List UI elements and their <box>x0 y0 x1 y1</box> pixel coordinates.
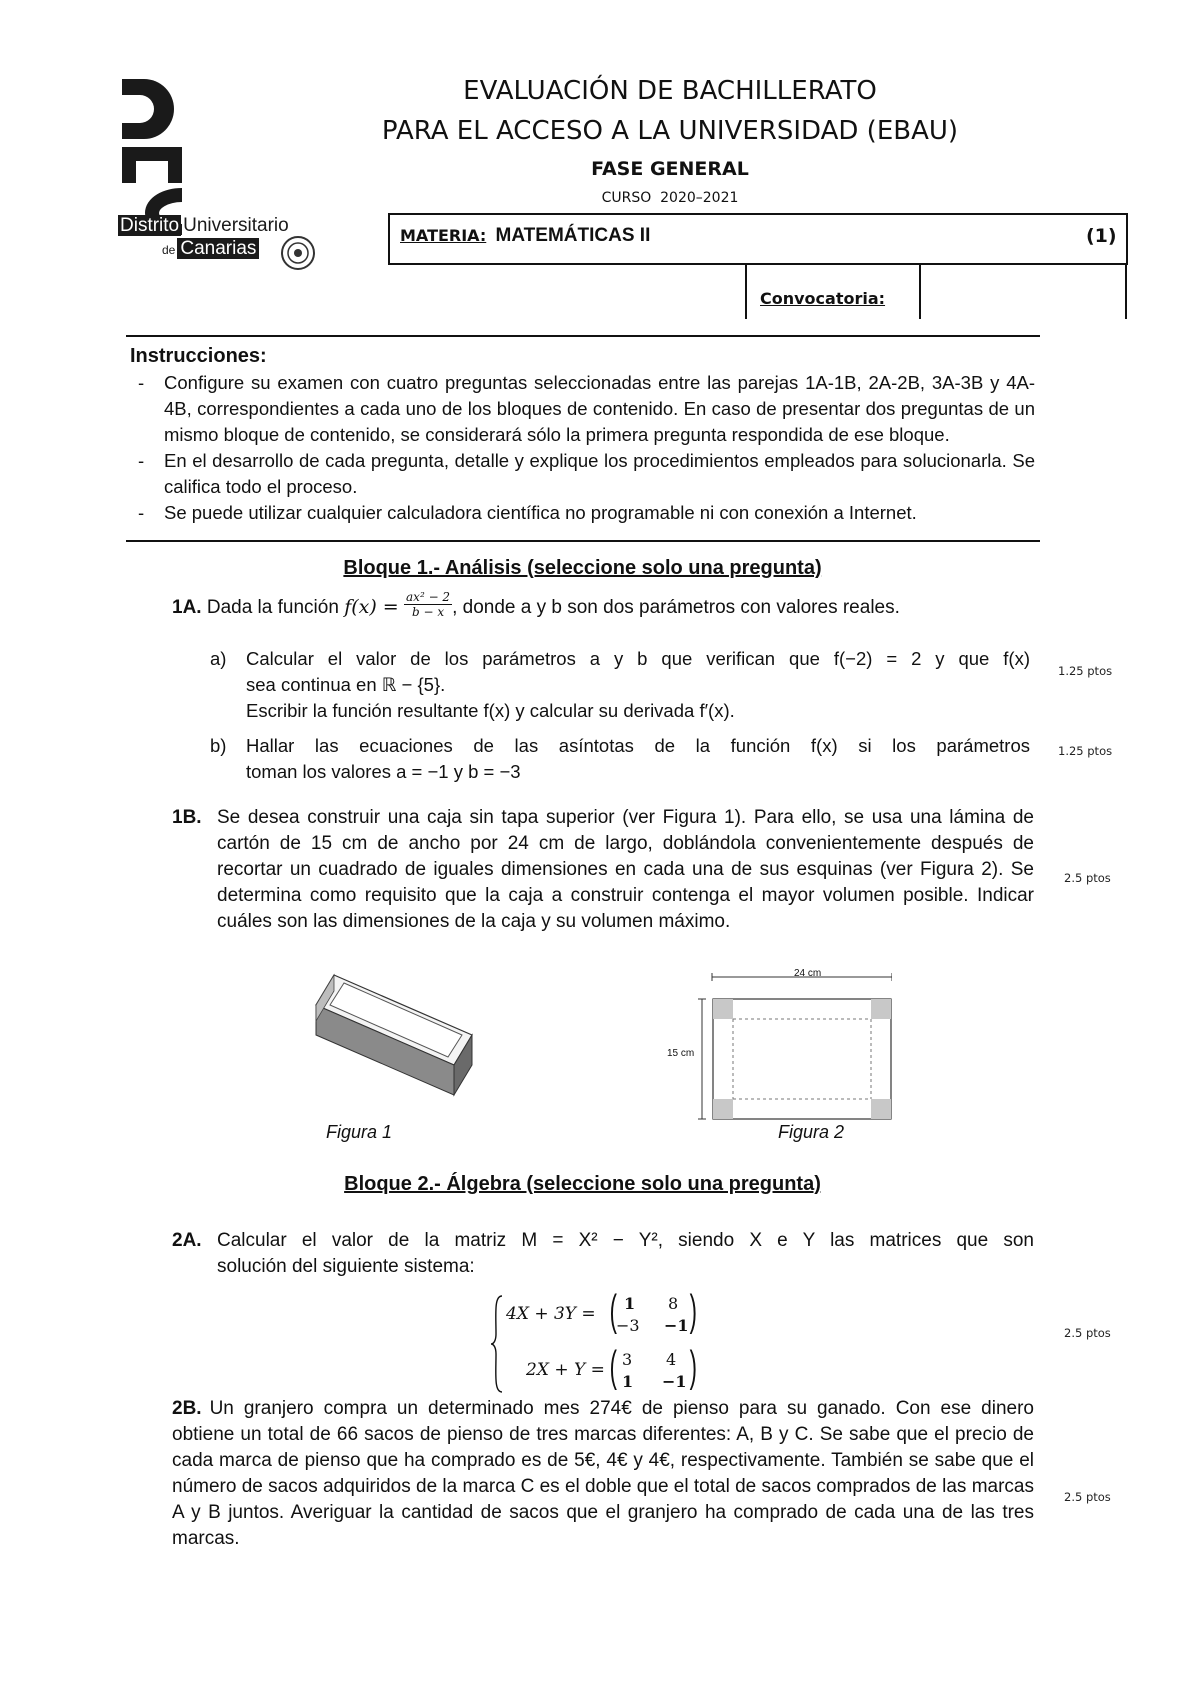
duc-logo <box>118 75 318 295</box>
question-1b-text <box>172 805 1034 935</box>
university-seal-icon <box>280 235 316 271</box>
part-b-points: 1.25 ptos <box>1058 744 1113 758</box>
instructions-title: Instrucciones: <box>130 345 267 367</box>
logo-universitario: Universitario <box>183 215 289 236</box>
header-divider <box>126 335 1040 337</box>
part-a-line-1: Calcular el valor de los parámetros a y b que verifican que f(−2) = 2 y que f(x) <box>246 648 1030 669</box>
question-1b-body: Se desea construir una caja sin tapa superior (ver Figura 1). Para ello, se usa una lámina de cartón de 15 cm de ancho por 24 cm de largo, doblándola convenientemente después de recortar un cuadrado de iguales dimensiones en cada una de sus esquinas (ver Figura 2). Se determina como requisito que la caja a construir contenga el mayor volumen posible. Indicar cuáles son las dimensiones de la caja y su volumen máximo. <box>217 807 1034 932</box>
question-2b-label: 2B. <box>172 1398 202 1419</box>
matrix-cell: −1 <box>664 1316 689 1335</box>
question-2a-points: 2.5 ptos <box>1064 1326 1111 1340</box>
instructions-divider <box>126 540 1040 542</box>
fraction-numerator: ax² − 2 <box>406 590 451 605</box>
logo-distrito: Distrito <box>120 215 180 236</box>
question-1b-label: 1B. <box>172 807 202 828</box>
paren-right-icon: ) <box>689 1286 697 1335</box>
matrix-cell: 4 <box>666 1350 677 1369</box>
question-2a-line-2: solución del siguiente sistema: <box>217 1256 475 1277</box>
instruction-item: - Se puede utilizar cualquier calculadora científica no programable ni con conexión a Internet. <box>130 500 1035 526</box>
figure-1-box <box>304 965 479 1115</box>
matrix-cell: 3 <box>622 1350 633 1369</box>
part-b-label: b) <box>210 735 227 756</box>
logo-de: de <box>162 243 176 257</box>
matrix-cell: −1 <box>662 1372 687 1391</box>
fraction <box>404 590 452 619</box>
logo-line-1 <box>118 215 289 237</box>
equation-1-matrix <box>606 1286 702 1340</box>
system-brace-icon <box>490 1294 504 1394</box>
question-2b-body: Un granjero compra un determinado mes 274€ de pienso para su ganado. Con ese dinero obtiene un total de 66 sacos de pienso de tres marcas diferentes: A, B y C. Se sabe que el precio de cada marca de pienso que ha comprado es de 5€, 4€ y 4€, respectivamente. También se sabe que el número de sacos adquiridos de la marca C es el doble que el total de sacos comprados de las marcas A y B juntos. Averiguar la cantidad de sacos que el granjero ha comprado de cada una de las tres marcas. <box>172 1398 1034 1549</box>
exam-title-line-1: EVALUACIÓN DE BACHILLERATO <box>463 76 877 106</box>
question-1a <box>172 590 900 621</box>
instructions <box>130 342 1035 526</box>
equation-system <box>490 1286 730 1400</box>
exam-phase: FASE GENERAL <box>591 158 749 180</box>
part-b-line-1: Hallar las ecuaciones de las asíntotas de la función f(x) si los parámetros <box>246 735 1030 756</box>
figure-2-sheet <box>662 967 892 1127</box>
instruction-item: - En el desarrollo de cada pregunta, detalle y explique los procedimientos empleados para solucionarla. Se califica todo el proceso. <box>130 448 1035 500</box>
duc-logo-letters <box>118 75 120 76</box>
equation-1-lhs: 4X + 3Y = <box>506 1304 596 1324</box>
paren-left-icon: ( <box>609 1342 617 1391</box>
question-1a-rest: , donde a y b son dos parámetros con valores reales. <box>452 597 900 618</box>
question-1a-label: 1A. <box>172 597 202 618</box>
part-a-label: a) <box>210 648 227 669</box>
convocatoria-label: Convocatoria: <box>760 289 886 308</box>
paren-right-icon: ) <box>689 1342 697 1391</box>
part-a-line-3: Escribir la función resultante f(x) y calcular su derivada f′(x). <box>246 700 735 721</box>
matrix-cell: −3 <box>616 1316 640 1335</box>
question-1b-points: 2.5 ptos <box>1064 871 1111 885</box>
part-a-line-2: sea continua en ℝ − {5}. <box>246 674 446 695</box>
fraction-denominator: b − x <box>411 605 445 620</box>
figure-2-width-label: 24 cm <box>794 968 822 979</box>
instructions-list <box>130 370 1035 526</box>
block1-title: Bloque 1.- Análisis (seleccione solo una pregunta) <box>343 557 822 579</box>
equation-2-matrix <box>606 1342 702 1396</box>
logo-line-2 <box>162 238 259 260</box>
question-1a-intro: Dada la función <box>206 597 339 618</box>
instruction-item: - Configure su examen con cuatro preguntas seleccionadas entre las parejas 1A-1B, 2A-2B, 3A-3B y 4A-4B, correspondientes a cada uno de los bloques de contenido. En caso de presentar dos preguntas de un mismo bloque de contenido, se considerará sólo la primera pregunta respondida de ese bloque. <box>130 370 1035 448</box>
subject-value: MATEMÁTICAS II <box>495 225 651 246</box>
figure-1-caption: Figura 1 <box>326 1122 393 1142</box>
subject-row <box>400 225 650 247</box>
exam-title-line-2: PARA EL ACCESO A LA UNIVERSIDAD (EBAU) <box>381 116 959 146</box>
question-2a-line-1: Calcular el valor de la matriz M = X² − Y², siendo X e Y las matrices que son <box>217 1230 1034 1251</box>
question-2b-points: 2.5 ptos <box>1064 1490 1111 1504</box>
paren-left-icon: ( <box>609 1286 617 1335</box>
part-a-points: 1.25 ptos <box>1058 664 1113 678</box>
matrix-cell: 1 <box>624 1294 636 1313</box>
matrix-cell: 8 <box>668 1294 679 1313</box>
question-1a-fx: f(x) = <box>344 596 399 618</box>
figure-2-height-label: 15 cm <box>667 1048 695 1059</box>
exam-course: CURSO 2020–2021 <box>601 190 739 206</box>
exam-number: (1) <box>1086 225 1117 247</box>
figure-2-caption: Figura 2 <box>778 1122 845 1142</box>
duc-logo-mark <box>118 75 208 235</box>
question-1b <box>172 805 1034 935</box>
question-2b <box>172 1396 1034 1552</box>
question-2a-label: 2A. <box>172 1230 202 1251</box>
equation-2-lhs: 2X + Y = <box>526 1360 605 1380</box>
logo-canarias: Canarias <box>177 238 259 259</box>
matrix-cell: 1 <box>622 1372 634 1391</box>
subject-label: MATERIA: <box>400 226 487 245</box>
question-2b-text <box>172 1396 1034 1552</box>
block2-title: Bloque 2.- Álgebra (seleccione solo una pregunta) <box>344 1173 821 1195</box>
convocatoria-field[interactable] <box>921 265 1127 319</box>
part-b-line-2: toman los valores a = −1 y b = −3 <box>246 761 521 782</box>
